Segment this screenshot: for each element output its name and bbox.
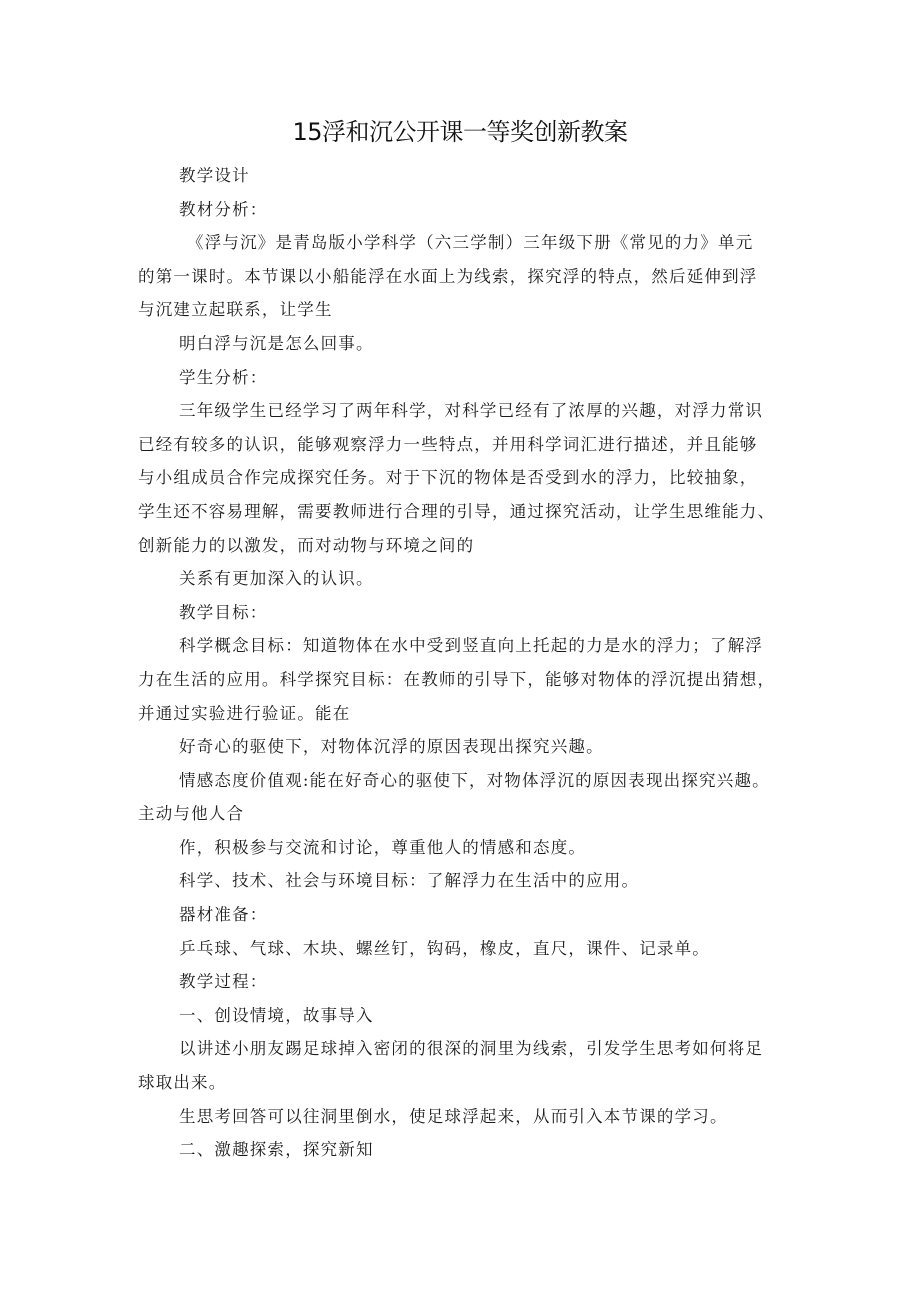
text-line: 并通过实验进行验证。能在 [138,703,351,723]
text-line: 教学目标： [179,602,268,622]
text-line: 器材准备： [179,905,268,925]
text-line: 生思考回答可以往洞里倒水，使足球浮起来，从而引入本节课的学习。 [179,1106,728,1126]
text-line: 三年级学生已经学习了两年科学，对科学已经有了浓厚的兴趣，对浮力常识 [179,401,764,421]
text-line: 科学、技术、社会与环境目标：了解浮力在生活中的应用。 [179,871,640,891]
text-line: 关系有更加深入的认识。 [179,569,374,589]
text-line: 教学过程： [179,972,268,992]
text-line: 已经有较多的认识，能够观察浮力一些特点，并用科学词汇进行描述，并且能够 [138,434,758,454]
text-line: 球取出来。 [138,1073,227,1093]
text-line: 的第一课时。本节课以小船能浮在水面上为线索，探究浮的特点，然后延伸到浮 [138,266,758,286]
text-line: 教学设计 [179,166,250,185]
text-line: 与沉建立起联系，让学生 [138,300,333,320]
document-title: 15浮和沉公开课一等奖创新教案 [292,118,628,146]
text-line: 情感态度价值观:能在好奇心的驱使下，对物体浮沉的原因表现出探究兴趣。 [179,770,770,790]
text-line: 乒乓球、气球、木块、螺丝钉，钩码，橡皮，直尺，课件、记录单。 [179,938,710,958]
text-line: 二、激趣探索，探究新知 [179,1140,374,1160]
text-line: 一、创设情境，故事导入 [179,1005,374,1025]
text-line: 创新能力的以激发，而对动物与环境之间的 [138,535,475,555]
text-line: 力在生活的应用。科学探究目标：在教师的引导下，能够对物体的浮沉提出猜想， [138,669,776,689]
text-line: 科学概念目标：知道物体在水中受到竖直向上托起的力是水的浮力；了解浮 [179,636,764,656]
text-line: 明白浮与沉是怎么回事。 [179,333,374,353]
document-body [138,159,798,1167]
text-line: 教材分析： [179,199,268,219]
text-line: 《浮与沉》是青岛版小学科学（六三学制）三年级下册《常见的力》单元 [187,233,754,253]
text-line: 学生还不容易理解，需要教师进行合理的引导，通过探究活动，让学生思维能力、 [138,501,776,521]
text-line: 作，积极参与交流和讨论，尊重他人的情感和态度。 [179,837,587,857]
text-line: 学生分析： [179,367,268,387]
text-line: 以讲述小朋友踢足球掉入密闭的很深的洞里为线索，引发学生思考如何将足 [179,1039,764,1059]
text-line: 与小组成员合作完成探究任务。对于下沉的物体是否受到水的浮力，比较抽象， [138,468,758,488]
text-line: 好奇心的驱使下，对物体沉浮的原因表现出探究兴趣。 [179,737,604,757]
text-line: 主动与他人合 [138,804,245,824]
